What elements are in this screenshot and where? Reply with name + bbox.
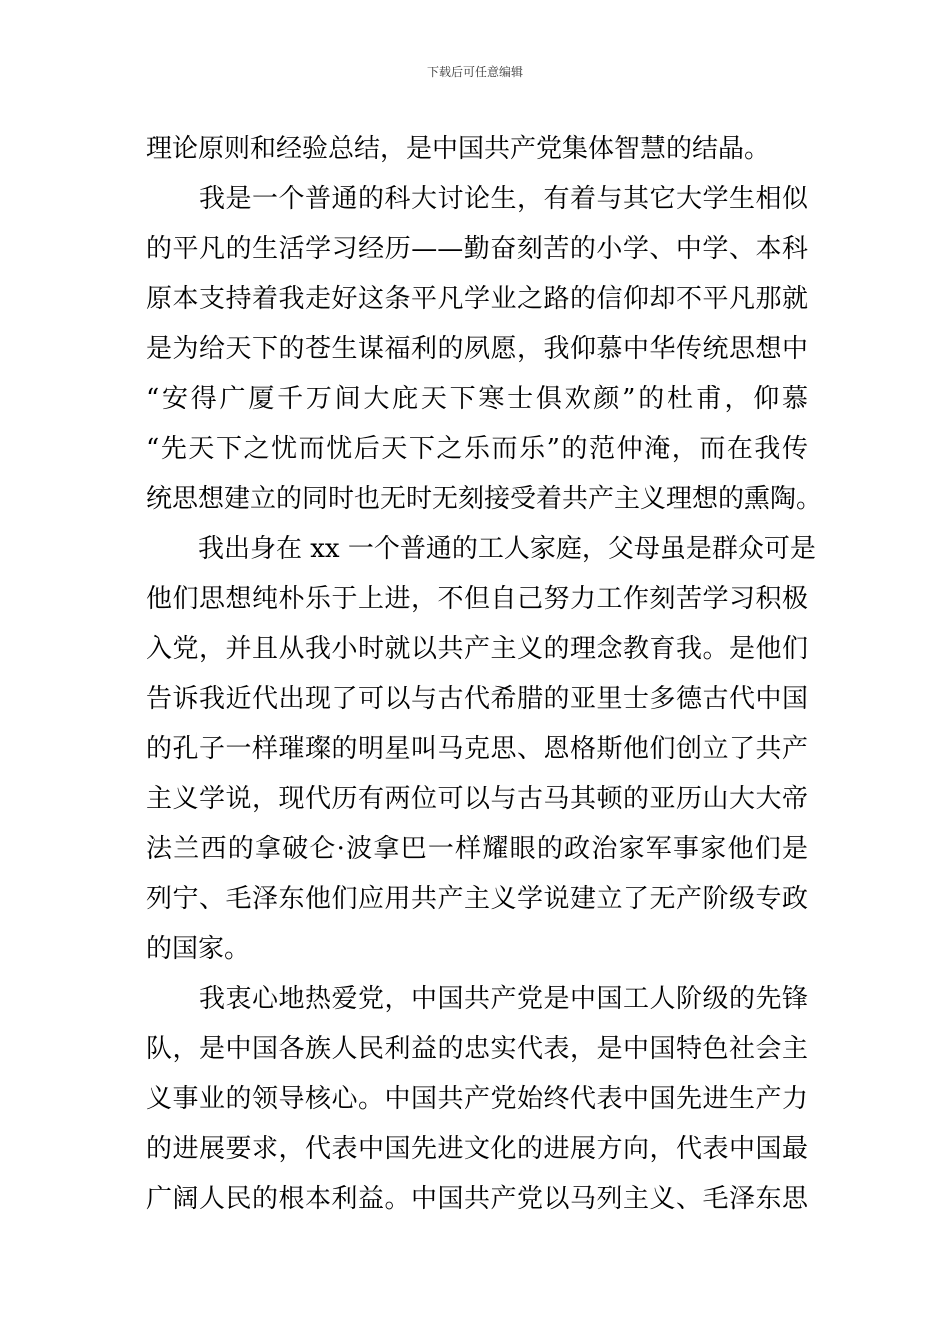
text-line: 的国家。 [146, 934, 251, 964]
text-line: 的进展要求，代表中国先进文化的进展方向，代表中国最 [146, 1134, 808, 1164]
text-line: 我衷心地热爱党，中国共产党是中国工人阶级的先锋 [146, 984, 808, 1014]
text-line: 我出身在 xx 一个普通的工人家庭，父母虽是群众可是 [146, 534, 816, 564]
text-line: 列宁、毛泽东他们应用共产主义学说建立了无产阶级专政 [146, 884, 808, 914]
text-line: “安得广厦千万间大庇天下寒士俱欢颜”的杜甫，仰慕 [146, 384, 808, 414]
text-line: 统思想建立的同时也无时无刻接受着共产主义理想的熏陶。 [146, 484, 823, 514]
page-header-note: 下载后可任意编辑 [426, 65, 523, 79]
text-line: 入党，并且从我小时就以共产主义的理念教育我。是他们 [146, 634, 808, 664]
text-line: 他们思想纯朴乐于上进，不但自己努力工作刻苦学习积极 [146, 584, 808, 614]
text-line: 法兰西的拿破仑·波拿巴一样耀眼的政治家军事家他们是 [146, 834, 808, 864]
text-line: 队，是中国各族人民利益的忠实代表，是中国特色社会主 [146, 1034, 808, 1064]
text-line: 义事业的领导核心。中国共产党始终代表中国先进生产力 [146, 1084, 808, 1114]
text-line: 的孔子一样璀璨的明星叫马克思、恩格斯他们创立了共产 [146, 734, 808, 764]
text-line: “先天下之忧而忧后天下之乐而乐”的范仲淹，而在我传 [146, 434, 808, 464]
text-line: 主义学说，现代历有两位可以与古马其顿的亚历山大大帝 [146, 784, 808, 814]
text-line: 理论原则和经验总结，是中国共产党集体智慧的结晶。 [146, 134, 771, 164]
text-line: 原本支持着我走好这条平凡学业之路的信仰却不平凡那就 [146, 284, 808, 314]
text-line: 的平凡的生活学习经历——勤奋刻苦的小学、中学、本科 [146, 234, 808, 264]
text-line: 告诉我近代出现了可以与古代希腊的亚里士多德古代中国 [146, 684, 808, 714]
text-line: 是为给天下的苍生谋福利的夙愿，我仰慕中华传统思想中 [146, 334, 808, 364]
text-line: 广阔人民的根本利益。中国共产党以马列主义、毛泽东思 [146, 1184, 808, 1214]
text-line: 我是一个普通的科大讨论生，有着与其它大学生相似 [146, 184, 808, 214]
